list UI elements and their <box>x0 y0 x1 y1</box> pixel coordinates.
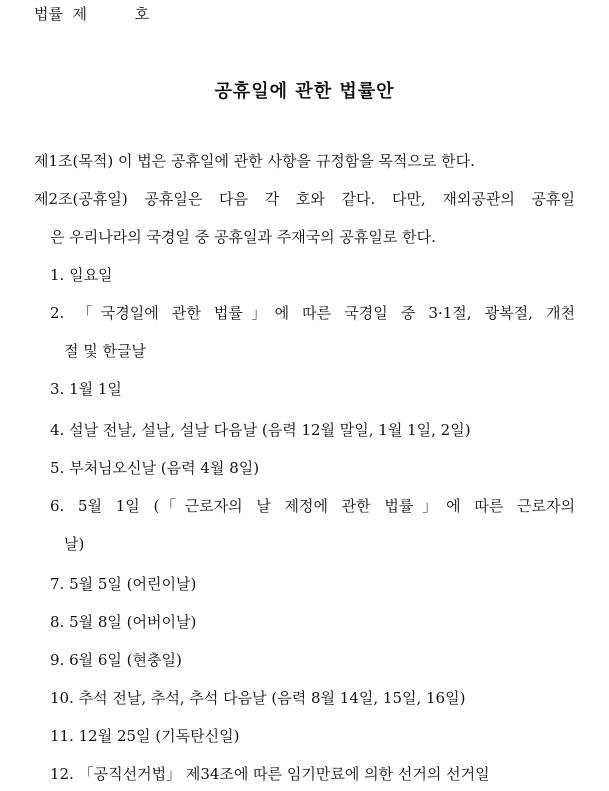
item-9: 9. 6월 6일 (현충일) <box>50 651 182 669</box>
law-number-header: 법률 제 호 <box>34 5 150 23</box>
item-8: 8. 5월 8일 (어버이날) <box>50 613 197 631</box>
article-2-line-2: 은 우리나라의 국경일 중 공휴일과 주재국의 공휴일로 한다. <box>50 228 436 246</box>
item-10: 10. 추석 전날, 추석, 추석 다음날 (음력 8월 14일, 15일, 16일) <box>50 689 466 707</box>
article-2-line-1: 제2조(공휴일) 공휴일은 다음 각 호와 같다. 다만, 재외공관의 공휴일 <box>34 190 575 208</box>
item-1: 1. 일요일 <box>50 266 113 284</box>
item-2-line-2: 절 및 한글날 <box>64 342 146 360</box>
item-6-line-1: 6. 5월 1일 (「근로자의 날 제정에 관한 법률」에 따른 근로자의 <box>50 497 575 515</box>
item-6-line-2: 날) <box>64 535 85 553</box>
item-12: 12. 「공직선거법」 제34조에 따른 임기만료에 의한 선거의 선거일 <box>50 765 490 783</box>
item-4: 4. 설날 전날, 설날, 설날 다음날 (음력 12월 말일, 1월 1일, 2일) <box>50 421 471 439</box>
item-2-line-1: 2. 「국경일에 관한 법률」에 따른 국경일 중 3·1절, 광복절, 개천 <box>50 304 575 322</box>
article-1-line-1: 제1조(목적) 이 법은 공휴일에 관한 사항을 규정함을 목적으로 한다. <box>34 152 475 170</box>
item-7: 7. 5월 5일 (어린이날) <box>50 575 197 593</box>
item-3: 3. 1월 1일 <box>50 380 122 398</box>
item-5: 5. 부처님오신날 (음력 4월 8일) <box>50 459 260 477</box>
document-title: 공휴일에 관한 법률안 <box>214 81 395 102</box>
item-11: 11. 12월 25일 (기독탄신일) <box>50 727 240 745</box>
